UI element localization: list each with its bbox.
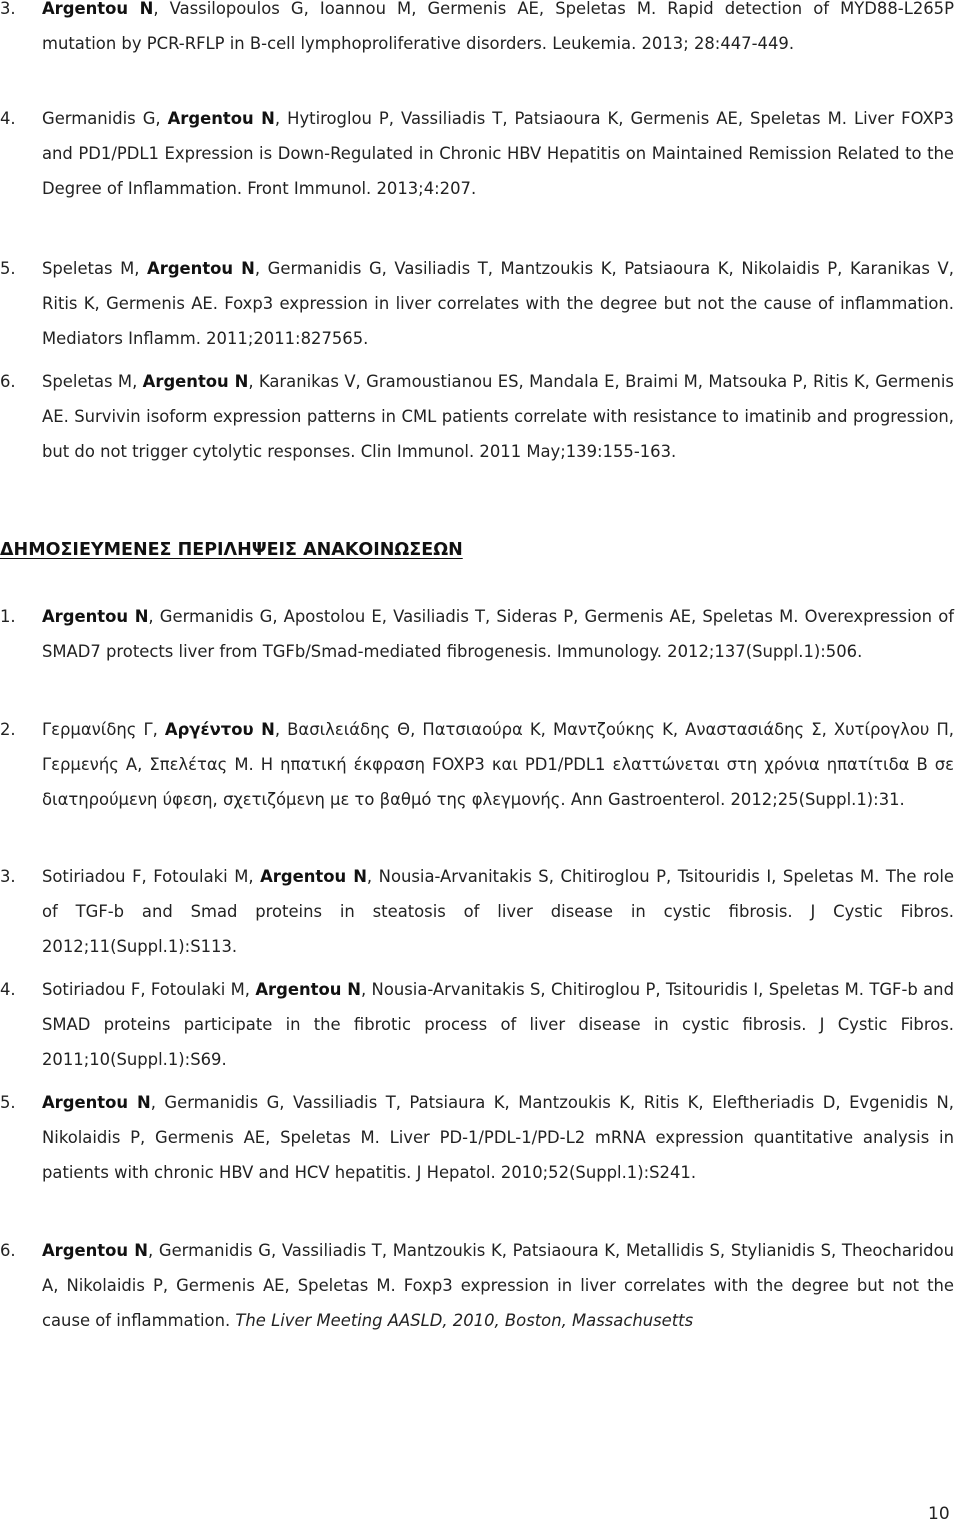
reference-number: 3.: [0, 0, 16, 18]
highlighted-author: Argentou N: [255, 980, 361, 999]
reference-number: 4.: [0, 109, 16, 128]
abstract-item: [0, 713, 954, 817]
reference-item: [0, 252, 954, 356]
conference-name: The Liver Meeting AASLD, 2010, Boston, Massachusetts: [235, 1310, 694, 1330]
abstract-item: [0, 1086, 954, 1190]
page-number: 10: [928, 1504, 950, 1524]
reference-text: Sotiriadou F, Fotoulaki M, Argentou N, Nousia-Arvanitakis S, Chitiroglou P, Tsitouridis I, Speletas M. The role of TGF-b and Smad proteins in steatosis of liver disease in cystic fibrosis. J Cystic Fibros. 2012;11(Suppl.1):S113.: [42, 867, 954, 956]
highlighted-author: Αργέντου Ν: [164, 720, 275, 739]
reference-number: 3.: [0, 867, 16, 886]
highlighted-author: Argentou N: [42, 1241, 148, 1260]
highlighted-author: Argentou N: [42, 1093, 151, 1112]
reference-item: [0, 102, 954, 206]
reference-number: 5.: [0, 1093, 16, 1112]
reference-item: [0, 365, 954, 469]
highlighted-author: Argentou N: [42, 0, 154, 18]
reference-text: Argentou N, Germanidis G, Apostolou E, Vasiliadis T, Sideras P, Germenis AE, Speletas M. Overexpression of SMAD7 protects liver from TGFb/Smad-mediated fibrogenesis. Immunology. 2012;137(Suppl.1):506.: [42, 607, 954, 661]
highlighted-author: Argentou N: [42, 607, 149, 626]
reference-number: 1.: [0, 607, 16, 626]
reference-text: Argentou N, Vassilopoulos G, Ioannou M, Germenis AE, Speletas M. Rapid detection of MYD88-L265P mutation by PCR-RFLP in B-cell lymphoproliferative disorders. Leukemia. 2013; 28:447-449.: [42, 0, 954, 53]
reference-text: Speletas M, Argentou N, Germanidis G, Vasiliadis T, Mantzoukis K, Patsiaoura K, Nikolaidis P, Karanikas V, Ritis K, Germenis AE. Foxp3 expression in liver correlates with the degree but not the cause of inflammation. Mediators Inflamm. 2011;2011:827565.: [42, 259, 954, 348]
reference-number: 6.: [0, 1241, 16, 1260]
reference-item: [0, 0, 954, 62]
reference-number: 6.: [0, 372, 16, 391]
abstract-item: [0, 600, 954, 670]
reference-text: Speletas M, Argentou N, Karanikas V, Gramoustianou ES, Mandala E, Braimi M, Matsouka P, Ritis K, Germenis AE. Survivin isoform expression patterns in CML patients correlate with resistance to imatinib and progression, but do not trigger cytolytic responses. Clin Immunol. 2011 May;139:155-163.: [42, 372, 954, 461]
reference-number: 4.: [0, 980, 16, 999]
abstract-item: [0, 860, 954, 964]
reference-text: Germanidis G, Argentou N, Hytiroglou P, Vassiliadis T, Patsiaoura K, Germenis AE, Speletas M. Liver FOXP3 and PD1/PDL1 Expression is Down-Regulated in Chronic HBV Hepatitis on Maintained Remission Related to the Degree of Inflammation. Front Immunol. 2013;4:207.: [42, 109, 954, 198]
highlighted-author: Argentou N: [147, 259, 255, 278]
reference-text: Argentou N, Germanidis G, Vassiliadis T, Patsiaura K, Mantzoukis K, Ritis K, Eleftheriadis D, Evgenidis N, Nikolaidis P, Germenis AE, Speletas M. Liver PD-1/PDL-1/PD-L2 mRNA expression quantitative analysis in patients with chronic HBV and HCV hepatitis. J Hepatol. 2010;52(Suppl.1):S241.: [42, 1093, 954, 1182]
highlighted-author: Argentou N: [260, 867, 367, 886]
reference-text: Γερμανίδης Γ, Αργέντου Ν, Βασιλειάδης Θ, Πατσιαούρα Κ, Μαντζούκης Κ, Αναστασιάδης Σ, Χυτίρογλου Π, Γερμενής Α, Σπελέτας Μ. Η ηπατική έκφραση FOXP3 και PD1/PDL1 ελαττώνεται στη χρόνια ηπατίτιδα Β σε διατηρούμενη ύφεση, σχετιζόμενη με το βαθμό της φλεγμονής. Ann Gastroenterol. 2012;25(Suppl.1):31.: [42, 720, 954, 809]
abstract-item: [0, 973, 954, 1077]
section-title: ΔΗΜΟΣΙΕΥΜΕΝΕΣ ΠΕΡΙΛΗΨΕΙΣ ΑΝΑΚΟΙΝΩΣΕΩΝ: [0, 540, 463, 560]
reference-number: 5.: [0, 259, 16, 278]
reference-text: Argentou N, Germanidis G, Vassiliadis T, Mantzoukis K, Patsiaoura K, Metallidis S, Stylianidis S, Theocharidou A, Nikolaidis P, Germenis AE, Speletas M. Foxp3 expression in liver correlates with the degree but not the cause of inflammation. The Liver Meeting AASLD, 2010, Boston, Massachusetts: [42, 1241, 955, 1330]
highlighted-author: Argentou N: [167, 109, 275, 128]
reference-number: 2.: [0, 720, 16, 739]
reference-text: Sotiriadou F, Fotoulaki M, Argentou N, Nousia-Arvanitakis S, Chitiroglou P, Tsitouridis I, Speletas M. TGF-b and SMAD proteins participate in the fibrotic process of liver disease in cystic fibrosis. J Cystic Fibros. 2011;10(Suppl.1):S69.: [42, 980, 954, 1069]
abstract-item: [0, 1234, 954, 1338]
highlighted-author: Argentou N: [142, 372, 249, 391]
